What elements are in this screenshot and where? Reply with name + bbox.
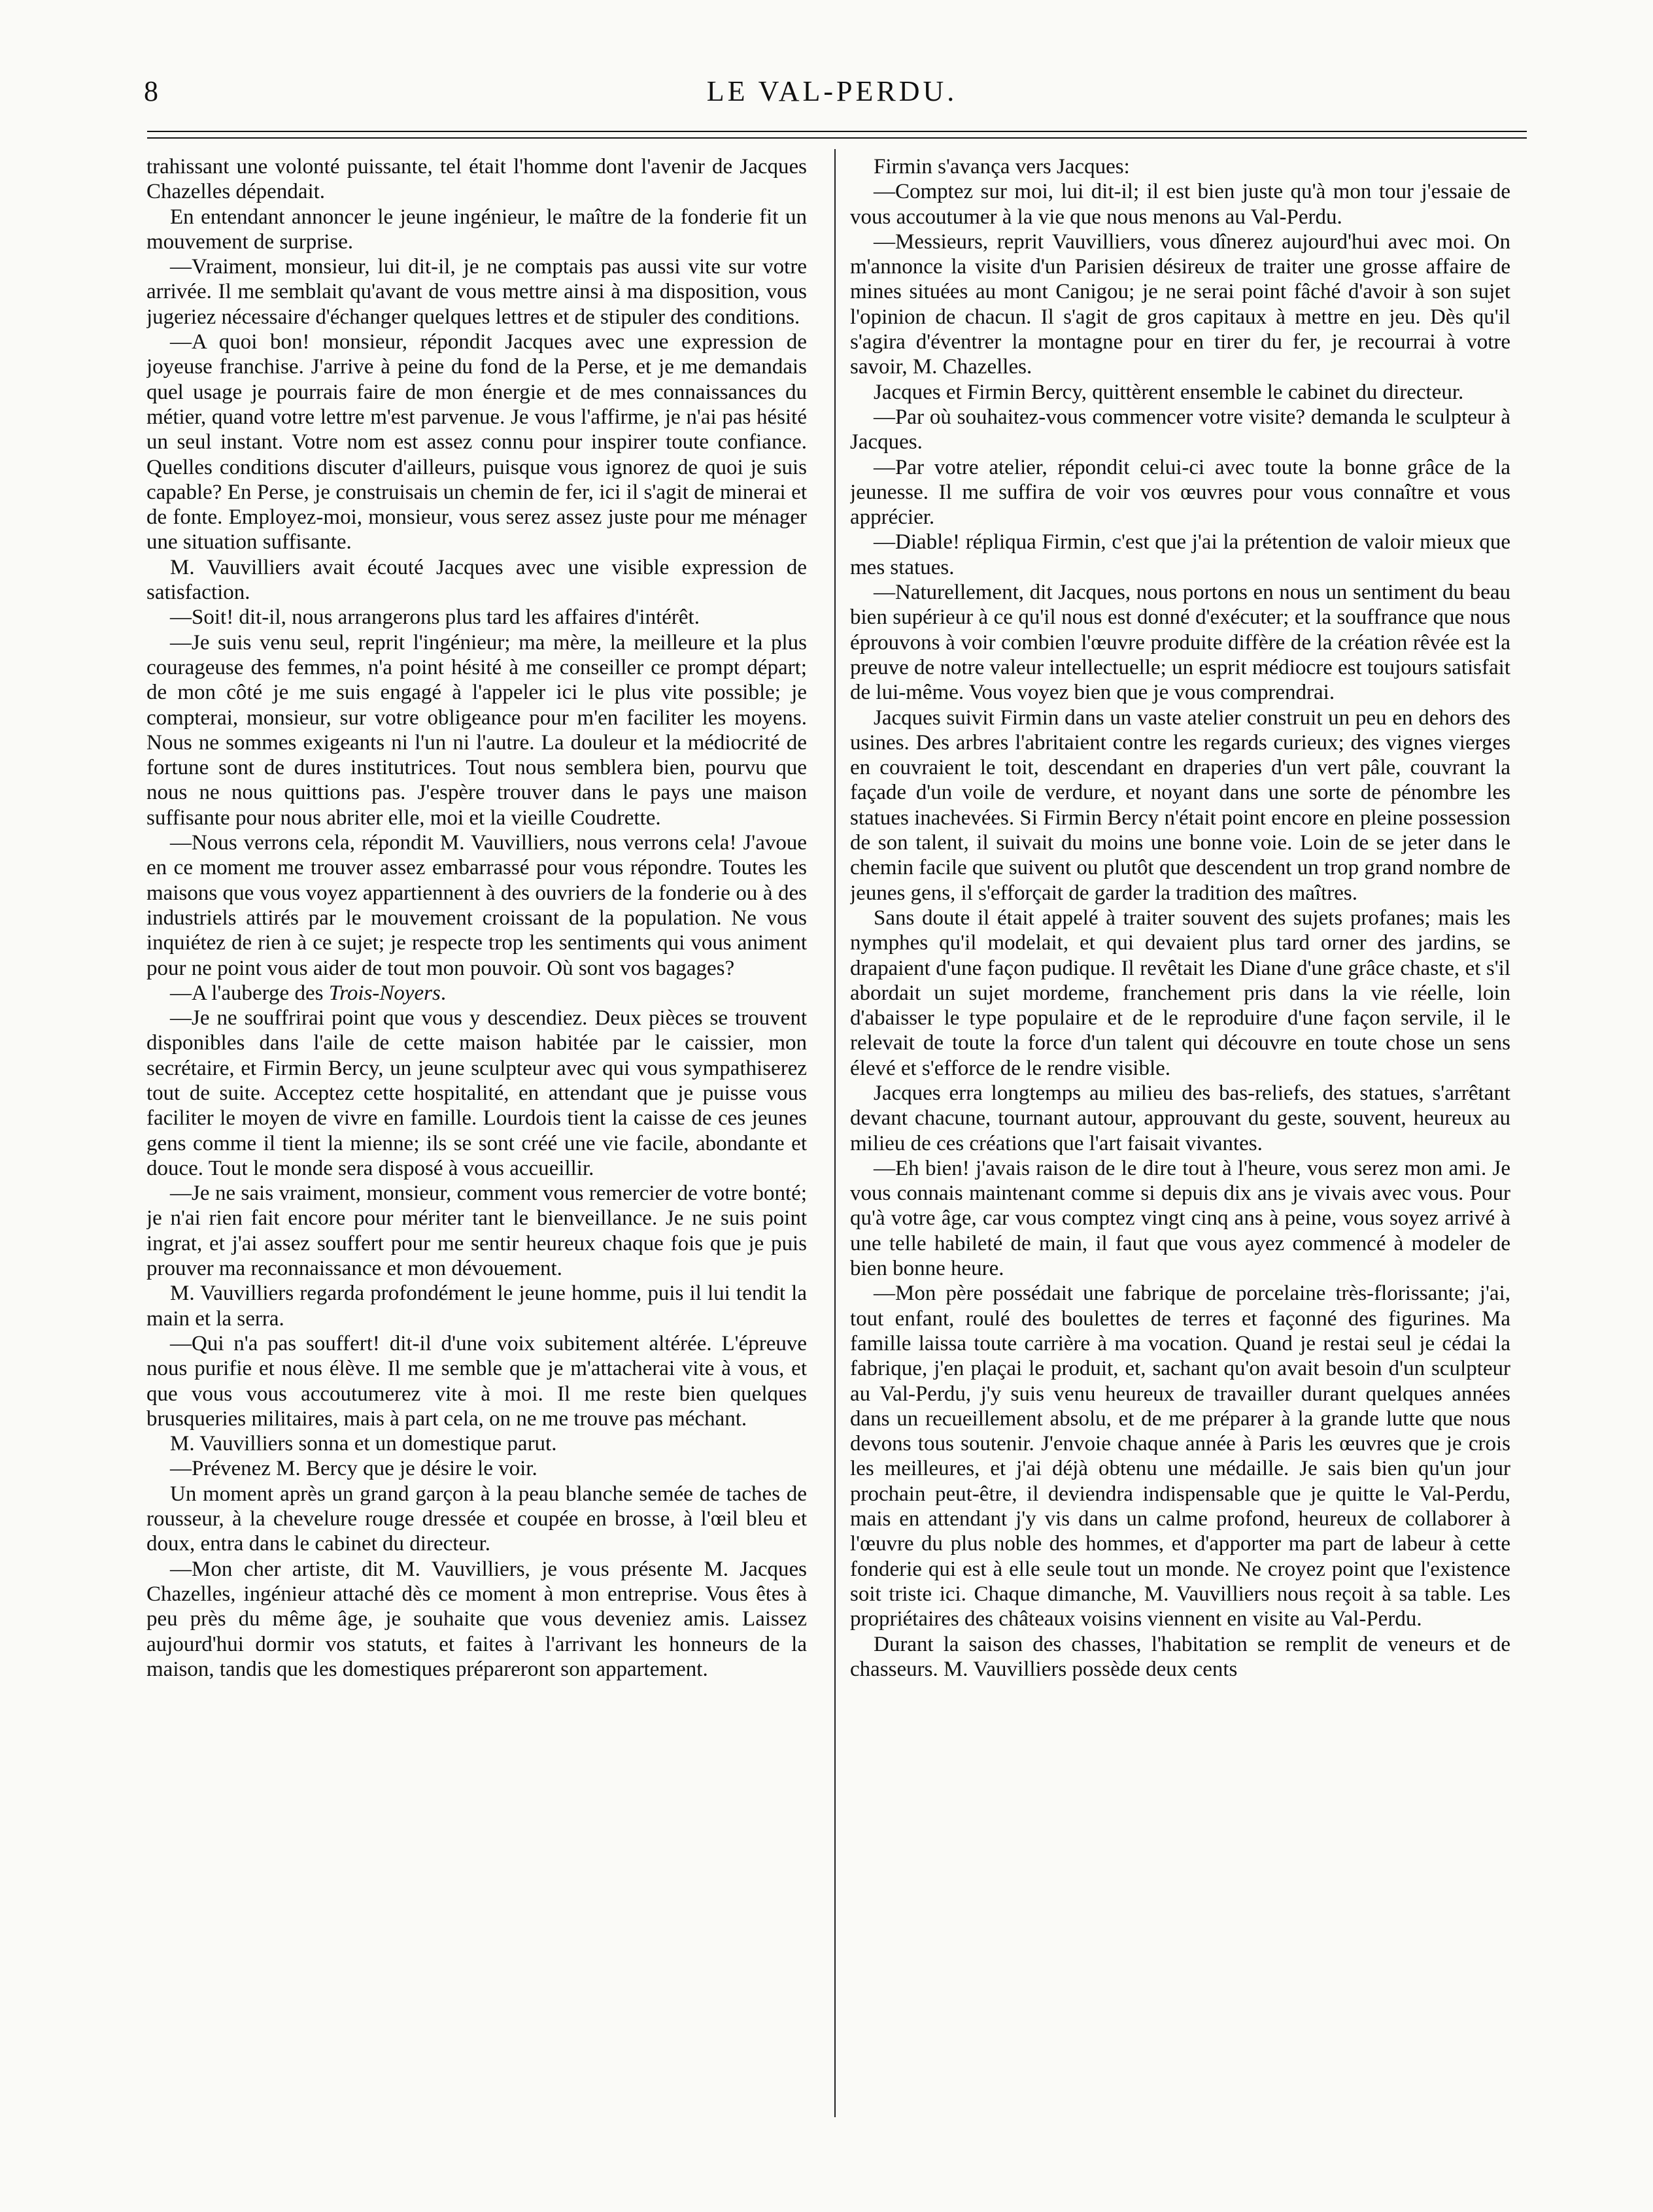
paragraph: En entendant annoncer le jeune ingénieur, le maître de la fonderie fit un mouvement de surprise. xyxy=(146,205,807,254)
paragraph: —Je suis venu seul, reprit l'ingénieur; ma mère, la meilleure et la plus courageuse des femmes, n'a point hésité à me conseiller ce prompt départ; de mon côté je me suis engagé à l'appeler ici le plus vite possible; je compterai, monsieur, sur votre obligeance pour m'en faciliter les moyens. Nous ne sommes exigeants ni l'un ni l'autre. La douleur et la médiocrité de fortune sont de dures institutrices. Tout nous semblera bien, pourvu que nous ne nous quittions pas. J'espère trouver dans le pays une maison suffisante pour nous abriter elle, moi et la vieille Coudrette. xyxy=(146,630,807,830)
paragraph: Jacques erra longtemps au milieu des bas-reliefs, des statues, s'arrêtant devant chacune, tournant autour, approuvant du geste, souvent, heureux au milieu de ces créations que l'art faisait vivantes. xyxy=(850,1081,1510,1155)
left-column xyxy=(146,154,807,2149)
paragraph: —Par votre atelier, répondit celui-ci avec toute la bonne grâce de la jeunesse. Il me suffira de voir vos œuvres pour vous connaître et vous apprécier. xyxy=(850,455,1510,530)
paragraph: —Prévenez M. Bercy que je désire le voir. xyxy=(170,1457,537,1481)
paragraph: —Soit! dit-il, nous arrangerons plus tard les affaires d'intérêt. xyxy=(170,605,700,630)
paragraph: Jacques et Firmin Bercy, quittèrent ensemble le cabinet du directeur. xyxy=(874,380,1464,404)
paragraph: —Je ne souffrirai point que vous y descendiez. Deux pièces se trouvent disponibles dans l'aile de cette maison habitée par le caissier, mon secrétaire, et Firmin Bercy, un jeune sculpteur avec qui vous sympathiserez tout de suite. Acceptez cette hospitalité, en attendant que je puisse vous faciliter le moyen de vivre en famille. Lourdois tient la caisse de ces jeunes gens comme il tient la mienne; ils se sont créé une vie facile, abondante et douce. Tout le monde sera disposé à vous accueillir. xyxy=(146,1006,807,1180)
paragraph: —A quoi bon! monsieur, répondit Jacques avec une expression de joyeuse franchise. J'arrive à peine du fond de la Perse, et je me demandais quel usage je pourrais faire de mon énergie et de mes connaissances du métier, quand votre lettre m'est parvenue. Je vous l'affirme, je n'ai pas hésité un seul instant. Votre nom est assez connu pour inspirer toute confiance. Quelles conditions discuter d'ailleurs, puisque vous ignorez de quoi je suis capable? En Perse, je construisais un chemin de fer, ici il s'agit de minerai et de fonte. Employez-moi, monsieur, vous serez assez juste pour me ménager une situation suffisante. xyxy=(146,330,807,554)
paragraph: M. Vauvilliers regarda profondément le jeune homme, puis il lui tendit la main et la serra. xyxy=(146,1282,807,1331)
page-header xyxy=(137,65,1527,118)
paragraph: trahissant une volonté puissante, tel était l'homme dont l'avenir de Jacques Chazelles dépendait. xyxy=(146,155,807,204)
paragraph-italic-mixed: —A l'auberge des Trois-Noyers. xyxy=(170,981,447,1005)
paragraph: —Je ne sais vraiment, monsieur, comment vous remercier de votre bonté; je n'ai rien fait encore pour mériter tant le bienveillance. Je ne suis point ingrat, et j'ai assez souffert pour me sentir heureux chaque fois que je puis prouver ma reconnaissance et mon dévouement. xyxy=(146,1182,807,1281)
column-divider xyxy=(834,149,836,2117)
paragraph: —Par où souhaitez-vous commencer votre visite? demanda le sculpteur à Jacques. xyxy=(850,405,1510,454)
paragraph: —Mon père possédait une fabrique de porcelaine très-florissante; j'ai, tout enfant, roulé des boulettes de terres et façonné des figurines. Ma famille laissa toute carrière à ma vocation. Quand je restai seul je cédai la fabrique, j'en plaçai le produit, et, sachant qu'on avait besoin d'un sculpteur au Val-Perdu, j'y suis venu heureux de travailler durant quelques années dans un recueillement absolu, et de me préparer à la grande lutte que nous devons tous soutenir. J'envoie chaque année à Paris les œuvres que je crois les meilleures, et j'ai déjà obtenu une médaille. Je sais bien qu'un jour prochain peut-être, il deviendra indispensable que je quitte le Val-Perdu, mais en attendant j'y vis dans un calme profond, heureux de collaborer à l'œuvre du plus noble des hommes, et d'apporter ma part de labeur à cette fonderie qui est à elle seule tout un monde. Ne croyez point que l'existence soit triste ici. Chaque dimanche, M. Vauvilliers nous reçoit à sa table. Les propriétaires des châteaux voisins viennent en visite au Val-Perdu. xyxy=(850,1282,1510,1631)
paragraph: —Mon cher artiste, dit M. Vauvilliers, je vous présente M. Jacques Chazelles, ingénieur attaché dès ce moment à mon entreprise. Vous êtes à peu près du même âge, je souhaite que vous deveniez amis. Laissez aujourd'hui dormir vos statuts, et faites à l'arrivant les honneurs de la maison, tandis que les domestiques prépareront son appartement. xyxy=(146,1557,807,1681)
paragraph: —Qui n'a pas souffert! dit-il d'une voix subitement altérée. L'épreuve nous purifie et nous élève. Il me semble que je m'attacherai vite à vous, et que vous vous accoutumerez vite à moi. Il me reste bien quelques brusqueries militaires, mais à part cela, on ne me trouve pas méchant. xyxy=(146,1331,807,1431)
paragraph: —Naturellement, dit Jacques, nous portons en nous un sentiment du beau bien supérieur à ce qu'il nous est donné d'exécuter; et la souffrance que nous éprouvons à voir combien l'œuvre produite diffère de la création rêvée est la preuve de notre valeur intellectuelle; un esprit médiocre est toujours satisfait de lui-même. Vous voyez bien que je vous comprendrai. xyxy=(850,581,1510,705)
italic-text: Trois-Noyers xyxy=(328,981,441,1005)
header-rule-bottom xyxy=(147,137,1527,139)
right-column xyxy=(850,154,1510,2149)
paragraph: Sans doute il était appelé à traiter souvent des sujets profanes; mais les nymphes qu'il modelait, et qui devaient plus tard orner des jardins, se drapaient d'une façon pudique. Il revêtait les Diane d'une grâce chaste, et s'il abordait un sujet mordeme, franchement pris dans la vie réelle, loin d'abaisser le type populaire et de le reproduire d'une façon servile, il le relevait de toute la force d'un talent qui découvre en toute chose un sens élevé et s'efforce de le rendre visible. xyxy=(850,906,1510,1080)
paragraph: M. Vauvilliers sonna et un domestique parut. xyxy=(170,1432,557,1456)
paragraph: —Diable! répliqua Firmin, c'est que j'ai la prétention de valoir mieux que mes statues. xyxy=(850,530,1510,579)
paragraph: Un moment après un grand garçon à la peau blanche semée de taches de rousseur, à la chevelure rouge dressée et coupée en brosse, à l'œil bleu et doux, entra dans le cabinet du directeur. xyxy=(146,1482,807,1556)
paragraph: M. Vauvilliers avait écouté Jacques avec une visible expression de satisfaction. xyxy=(146,555,807,605)
paragraph: Durant la saison des chasses, l'habitation se remplit de veneurs et de chasseurs. M. Vauvilliers possède deux cents xyxy=(850,1632,1510,1681)
running-title: LE VAL-PERDU. xyxy=(706,75,958,107)
header-rule-top xyxy=(147,131,1527,132)
paragraph: —Nous verrons cela, répondit M. Vauvilliers, nous verrons cela! J'avoue en ce moment me trouver assez embarrassé pour vous répondre. Toutes les maisons que vous voyez appartiennent à des ouvriers de la fonderie ou à des industriels attirés par le mouvement croissant de la population. Ne vous inquiétez de rien à ce sujet; je respecte trop les sentiments qui vous animent pour ne point vous aider de tout mon pouvoir. Où sont vos bagages? xyxy=(146,831,807,980)
paragraph: —Comptez sur moi, lui dit-il; il est bien juste qu'à mon tour j'essaie de vous accoutumer à la vie que nous menons au Val-Perdu. xyxy=(850,180,1510,229)
page-number: 8 xyxy=(144,75,158,107)
paragraph: —Messieurs, reprit Vauvilliers, vous dînerez aujourd'hui avec moi. On m'annonce la visite d'un Parisien désireux de traiter une grosse affaire de mines situées au mont Canigou; je ne serai point fâché d'avoir à son sujet l'opinion de chacun. Il s'agit de gros capitaux à mettre en jeu. Dès qu'il s'agira d'éventrer la montagne pour en tirer du fer, je recourrai à votre savoir, M. Chazelles. xyxy=(850,230,1510,379)
paragraph: Jacques suivit Firmin dans un vaste atelier construit un peu en dehors des usines. Des arbres l'abritaient contre les regards curieux; des vignes vierges en couvraient le toit, descendant en draperies d'un vert pâle, couvrant la façade d'un voile de verdure, et noyant dans une sorte de pénombre les statues inachevées. Si Firmin Bercy n'était point encore en pleine possession de son talent, il suivait du moins une bonne voie. Loin de se jeter dans le chemin facile que suivent ou plutôt que descendent un trop grand nombre de jeunes gens, il s'efforçait de garder la tradition des maîtres. xyxy=(850,706,1510,905)
paragraph: —Vraiment, monsieur, lui dit-il, je ne comptais pas aussi vite sur votre arrivée. Il me semblait qu'avant de vous mettre ainsi à ma disposition, vous jugeriez nécessaire d'échanger quelques lettres et de stipuler des conditions. xyxy=(146,255,807,329)
paragraph: —Eh bien! j'avais raison de le dire tout à l'heure, vous serez mon ami. Je vous connais maintenant comme si depuis dix ans je vivais avec vous. Pour qu'à votre âge, car vous comptez vingt cinq ans à peine, vous soyez arrivé à une telle habileté de main, il faut que vous ayez commencé à modeler de bien bonne heure. xyxy=(850,1156,1510,1281)
paragraph: Firmin s'avança vers Jacques: xyxy=(874,155,1130,179)
